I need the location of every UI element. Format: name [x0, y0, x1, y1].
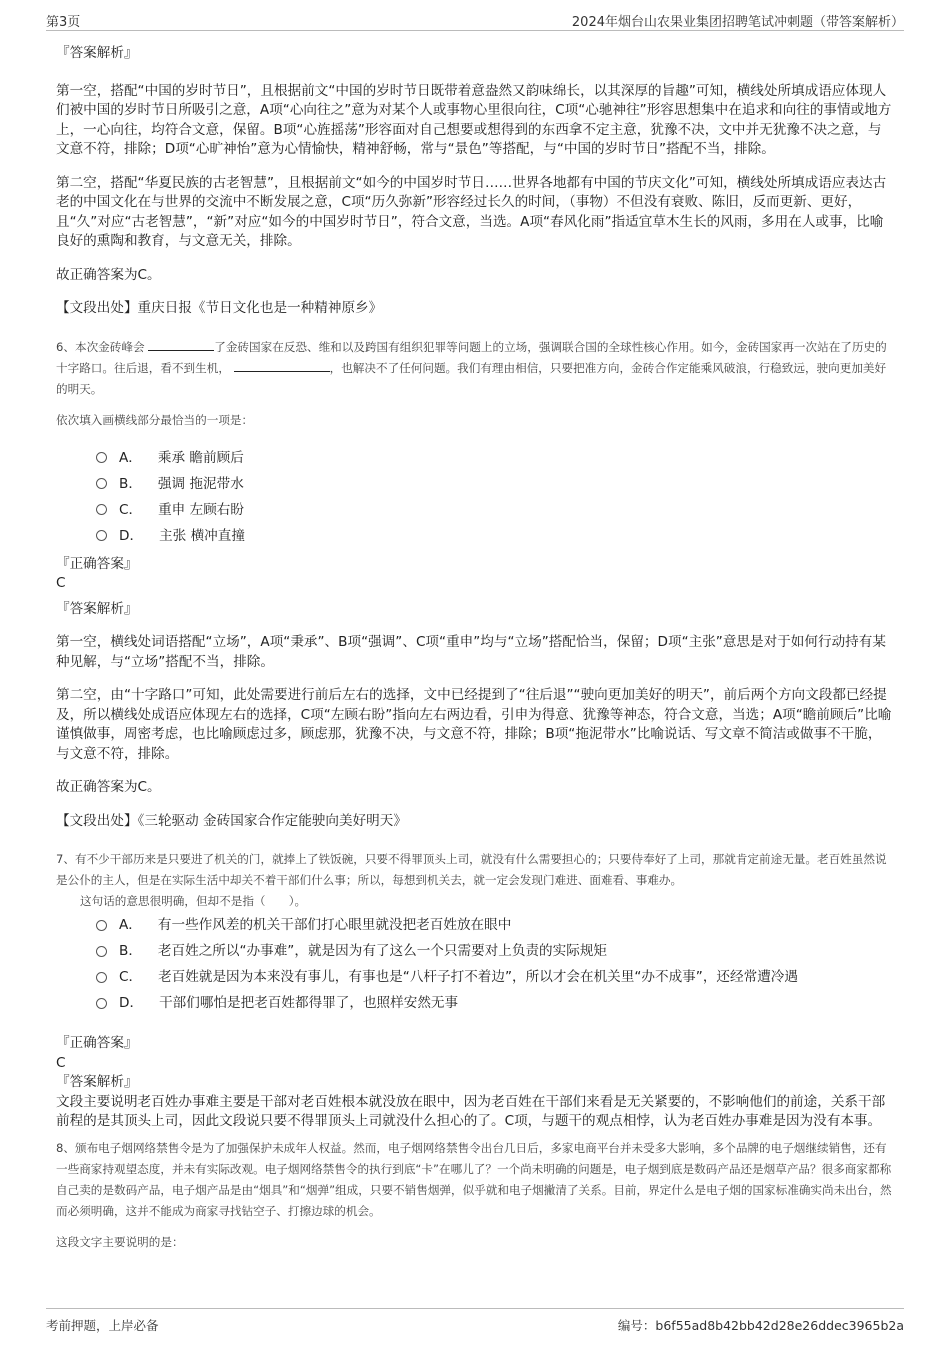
correct-answer-label: 『正确答案』: [56, 1035, 138, 1051]
question-prompt: 这句话的意思很明确，但却不是指（ ）。: [80, 894, 307, 908]
answer-analysis-label: 『答案解析』: [56, 1074, 138, 1090]
page-footer: [46, 1308, 904, 1335]
option-d[interactable]: D． 主张 横冲直撞: [96, 523, 892, 549]
document-content: [56, 44, 892, 1253]
question-prompt: 依次填入画横线部分最恰当的一项是：: [56, 412, 254, 427]
option-b[interactable]: B． 强调 拖泥带水: [96, 471, 892, 497]
radio-icon[interactable]: [96, 530, 107, 541]
page-number: 第3页: [46, 15, 81, 30]
question-stem: 6、本次金砖峰会 了金砖国家在反恐、维和以及跨国有组织犯罪等问题上的立场，强调联合国的全球性核心作用。如今，金砖国家再一次站在了历史的十字路口。往后退，看不到生机， ，也解决不了任何问题。我们有理由相信，只要把准方向，金砖合作定能乘风破浪，行稳致远，驶向更加美好的明天。: [56, 339, 887, 396]
analysis-paragraph: 文段主要说明老百姓办事难主要是干部对老百姓根本就没放在眼中，因为老百姓在干部们来看是无关紧要的，不影响他们的前途，关系干部前程的是其顶头上司，因此文段说只要不得罪顶头上司就没什么担心的了。C项，与题干的观点相悖，认为老百姓办事难是因为没有本事。: [56, 1093, 886, 1129]
option-c[interactable]: C． 老百姓就是因为本来没有事儿，有事也是“八杆子打不着边”，所以才会在机关里“办不成事”，还经常遭冷遇: [96, 964, 892, 990]
text-source: 【文段出处】重庆日报《节日文化也是一种精神原乡》: [56, 300, 383, 316]
question-prompt: 这段文字主要说明的是：: [56, 1234, 184, 1249]
option-a[interactable]: A． 乘承 瞻前顾后: [96, 445, 892, 471]
question-8: [56, 1138, 892, 1253]
question-stem: 7、有不少干部历来是只要进了机关的门，就捧上了铁饭碗，只要不得罪顶头上司，就没有什么需要担心的；只要侍奉好了上司，那就肯定前途无量。老百姓虽然说是公仆的主人，但是在实际生活中却关不着干部们什么事；所以，每想到机关去，就一定会发现门难进、面难看、事难办。: [56, 852, 887, 887]
correct-answer-label: 『正确答案』: [56, 555, 138, 572]
radio-icon[interactable]: [96, 920, 107, 931]
document-code: 编号：b6f55ad8b42bb42d28e26ddec3965b2a: [617, 1318, 904, 1333]
blank-2: [234, 359, 330, 372]
document-title: 2024年烟台山农果业集团招聘笔试冲刺题（带答案解析）: [571, 15, 904, 30]
question-7: [56, 849, 892, 1132]
answer-analysis-label: 『答案解析』: [56, 600, 138, 617]
blank-1: [148, 338, 214, 351]
option-d[interactable]: D． 干部们哪怕是把老百姓都得罪了，也照样安然无事: [96, 990, 892, 1016]
radio-icon[interactable]: [96, 478, 107, 489]
analysis-paragraph: 第一空，横线处词语搭配“立场”，A项“秉承”、B项“强调”、C项“重申”均与“立场”搭配恰当，保留；D项“主张”意思是对于如何行动持有某种见解，与“立场”搭配不当，排除。: [56, 634, 886, 670]
question-6: [56, 337, 892, 832]
radio-icon[interactable]: [96, 452, 107, 463]
radio-icon[interactable]: [96, 998, 107, 1009]
conclusion: 故正确答案为C。: [56, 779, 161, 795]
analysis-paragraph: 第一空，搭配“中国的岁时节日”，且根据前文“中国的岁时节日既带着意盎然又韵味绵长，以其深厚的旨趣”可知，横线处所填成语应体现人们被中国的岁时节日所吸引之意，A项“心向往之”意为对某个人或事物心里很向往，C项“心驰神往”形容思想集中在追求和向往的事情或地方上，一心向往，均符合文意，保留。B项“心旌摇荡”形容面对自己想要或想得到的东西拿不定主意，犹豫不决，文中并无犹豫不决之意，与文意不符，排除；D项“心旷神怡”意为心情愉快，精神舒畅，常与“景色”等搭配，与“中国的岁时节日”搭配不当，排除。: [56, 82, 892, 157]
analysis-paragraph: 第二空，搭配“华夏民族的古老智慧”，且根据前文“如今的中国岁时节日……世界各地都有中国的节庆文化”可知，横线处所填成语应表达古老的中国文化在与世界的交流中不断发展之意，C项“历久弥新”形容经过长久的时间，（事物）不但没有衰败、陈旧，反而更新、更好，且“久”对应“古老智慧”，“新”对应“如今的中国岁时节日”，符合文意，当选。A项“春风化雨”指适宜草木生长的风雨，多用在人或事，比喻良好的熏陶和教育，与文意无关，排除。: [56, 174, 887, 249]
answer-analysis-label: 『答案解析』: [56, 45, 138, 61]
option-list: [96, 445, 892, 549]
footer-slogan: 考前押题，上岸必备: [46, 1318, 159, 1333]
text-source: 【文段出处】《三轮驱动 金砖国家合作定能驶向美好明天》: [56, 812, 407, 829]
question-stem: 8、颁布电子烟网络禁售令是为了加强保护未成年人权益。然而，电子烟网络禁售令出台几日后，多家电商平台并未受多大影响，多个品牌的电子烟继续销售，还有一些商家持观望态度，并未有实际改观。电子烟网络禁售令的执行到底“卡”在哪儿了？一个尚未明确的问题是，电子烟到底是数码产品还是烟草产品？很多商家都称自己卖的是数码产品，电子烟产品是由“烟具”和“烟弹”组成，只要不销售烟弹，似乎就和电子烟撇清了关系。目前，界定什么是电子烟的国家标准确实尚未出台，然而必须明确，这并不能成为商家寻找钻空子、打擦边球的机会。: [56, 1140, 892, 1218]
option-b[interactable]: B． 老百姓之所以“办事难”，就是因为有了这么一个只需要对上负责的实际规矩: [96, 938, 892, 964]
correct-answer: C: [56, 575, 66, 591]
radio-icon[interactable]: [96, 972, 107, 983]
radio-icon[interactable]: [96, 504, 107, 515]
option-list: [96, 912, 892, 1016]
option-c[interactable]: C． 重申 左顾右盼: [96, 497, 892, 523]
correct-answer: C: [56, 1054, 66, 1071]
analysis-paragraph: 第二空，由“十字路口”可知，此处需要进行前后左右的选择，文中已经提到了“往后退”“驶向更加美好的明天”，前后两个方向文段都已经提及，所以横线处成语应体现左右的选择，C项“左顾右盼”指向左右两边看，引申为得意、犹豫等神态，符合文意，当选；A项“瞻前顾后”比喻谨慎做事，周密考虑，也比喻顾虑过多，顾虑那，犹豫不决，与文意不符，排除；B项“拖泥带水”比喻说话、写文章不简洁或做事不干脆，与文意不符，排除。: [56, 687, 892, 762]
conclusion: 故正确答案为C。: [56, 266, 161, 283]
option-a[interactable]: A． 有一些作风差的机关干部们打心眼里就没把老百姓放在眼中: [96, 912, 892, 938]
radio-icon[interactable]: [96, 946, 107, 957]
page-header: [46, 8, 904, 31]
